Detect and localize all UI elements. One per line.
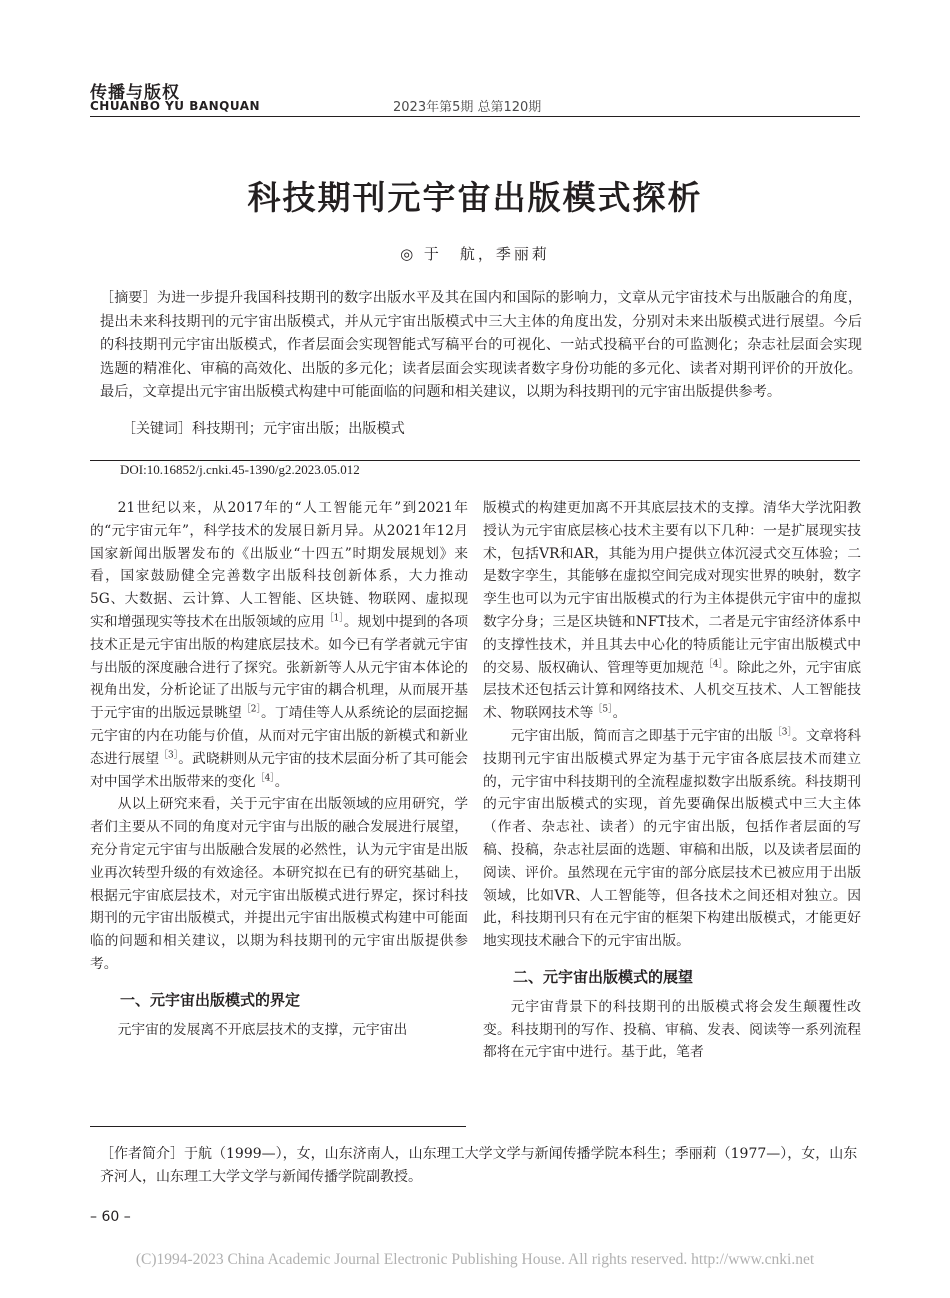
citation[interactable]: ［3］ xyxy=(159,750,179,761)
abstract-label: ［摘要］ xyxy=(100,290,157,306)
issue-info: 2023年第5期 总第120期 xyxy=(393,100,542,115)
footnote-text: 于航（1999—），女，山东济南人，山东理工大学文学与新闻传播学院本科生；季丽莉（1977—），女，山东齐河人，山东理工大学文学与新闻传播学院副教授。 xyxy=(100,1146,858,1185)
footnote-rule xyxy=(90,1126,466,1127)
paragraph: 从以上研究来看，关于元宇宙在出版领域的应用研究，学者们主要从不同的角度对元宇宙与出版的融合发展进行展望，充分肯定元宇宙与出版融合发展的必然性，认为元宇宙是出版业再次转型升级的有效途径。本研究拟在已有的研究基础上，根据元宇宙底层技术，对元宇宙出版模式进行界定，探讨科技期刊的元宇宙出版模式，并提出元宇宙出版模式构建中可能面临的问题和相关建议，以期为科技期刊的元宇宙出版提供参考。 xyxy=(90,796,468,972)
paragraph: 版模式的构建更加离不开其底层技术的支撑。清华大学沈阳教授认为元宇宙底层核心技术主要有以下几种：一是扩展现实技术，包括VR和AR，其能为用户提供立体沉浸式交互体验；二是数字孪生，其能够在虚拟空间完成对现实世界的映射，数字孪生也可以为元宇宙出版模式的行为主体提供元宇宙中的虚拟数字分身；三是区块链和NFT技术，二者是元宇宙经济体系中的支撑性技术，并且其去中心化的特质能让元宇宙出版模式中的交易、版权确认、管理等更加规范$^{[4]}$。除此之外，元宇宙底层技术还包括云计算和网络技术、人机交互技术、人工智能技术、物联网技术等$^{[5]}$。 xyxy=(483,500,861,722)
citation[interactable]: ［2］ xyxy=(241,704,262,715)
citation[interactable]: ［4］ xyxy=(703,658,724,669)
body-column-right xyxy=(483,497,861,1064)
citation[interactable]: ［5］ xyxy=(593,704,613,715)
paragraph: 21世纪以来，从2017年的“人工智能元年”到2021年的“元宇宙元年”，科学技术的发展日新月异。从2021年12月国家新闻出版署发布的《出版业“十四五”时期发展规划》来看，国家鼓励健全完善数字出版科技创新体系，大力推动5G、大数据、云计算、人工智能、区块链、物联网、虚拟现实和增强现实等技术在出版领域的应用$^{[1]}$。规划中提到的各项技术正是元宇宙出版的构建底层技术。如今已有学者就元宇宙与出版的深度融合进行了探究。张新新等人从元宇宙本体论的视角出发，分析论证了出版与元宇宙的耦合机理，从而展开基于元宇宙的出版远景眺望$^{[2]}$。丁靖佳等人从系统论的层面挖掘元宇宙的内在功能与价值，从而对元宇宙出版的新模式和新业态进行展望$^{[3]}$。武晓耕则从元宇宙的技术层面分析了其可能会对中国学术出版带来的变化$^{[4]}$。 xyxy=(90,500,469,790)
section-heading: 一、元宇宙出版模式的界定 xyxy=(120,990,301,1009)
footnote-label: ［作者简介］ xyxy=(100,1146,184,1162)
paragraph: 元宇宙背景下的科技期刊的出版模式将会发生颠覆性改变。科技期刊的写作、投稿、审稿、发表、阅读等一系列流程都将在元宇宙中进行。基于此，笔者 xyxy=(483,998,861,1061)
doi-rule xyxy=(90,460,860,461)
keywords-label: ［关键词］ xyxy=(122,421,192,437)
keywords xyxy=(122,418,405,438)
article-authors: ◎ 于 航，季丽莉 xyxy=(400,245,550,263)
paragraph: 元宇宙出版，简而言之即基于元宇宙的出版$^{[3]}$。文章将科技期刊元宇宙出版模式界定为基于元宇宙各底层技术而建立的，元宇宙中科技期刊的全流程虚拟数字出版系统。科技期刊的元宇宙出版模式的实现，首先要确保出版模式中三大主体（作者、杂志社、读者）的元宇宙出版，包括作者层面的写稿、投稿，杂志社层面的选题、审稿和出版，以及读者层面的阅读、评价。虽然现在元宇宙的部分底层技术已被应用于出版领域，比如VR、人工智能等，但各技术之间还相对独立。因此，科技期刊只有在元宇宙的框架下构建出版模式，才能更好地实现技术融合下的元宇宙出版。 xyxy=(483,727,862,950)
body-column-left xyxy=(90,497,468,1041)
citation[interactable]: ［4］ xyxy=(255,772,275,783)
copyright-watermark: (C)1994-2023 China Academic Journal Electronic Publishing House. All rights reserved. http://www.cnki.net xyxy=(135,1251,815,1268)
journal-name-en: CHUANBO YU BANQUAN xyxy=(90,99,261,113)
header-rule xyxy=(90,116,860,117)
doi: DOI:10.16852/j.cnki.45-1390/g2.2023.05.012 xyxy=(120,462,360,477)
section-heading: 二、元宇宙出版模式的展望 xyxy=(513,967,694,986)
citation[interactable]: ［1］ xyxy=(324,613,344,624)
paragraph: 元宇宙的发展离不开底层技术的支撑，元宇宙出 xyxy=(117,1021,408,1038)
page-number: – 60 – xyxy=(90,1209,131,1225)
abstract-text: 为进一步提升我国科技期刊的数字出版水平及其在国内和国际的影响力，文章从元宇宙技术与出版融合的角度，提出未来科技期刊的元宇宙出版模式，并从元宇宙出版模式中三大主体的角度出发，分别对未来出版模式进行展望。今后的科技期刊元宇宙出版模式，作者层面会实现智能式写稿平台的可视化、一站式投稿平台的可监测化；杂志社层面会实现选题的精准化、审稿的高效化、出版的多元化；读者层面会实现读者数字身份功能的多元化、读者对期刊评价的开放化。最后，文章提出元宇宙出版模式构建中可能面临的问题和相关建议，以期为科技期刊的元宇宙出版提供参考。 xyxy=(100,290,863,401)
journal-name-cn: 传播与版权 xyxy=(90,83,180,103)
keywords-text: 科技期刊；元宇宙出版；出版模式 xyxy=(192,421,405,437)
author-footnote xyxy=(100,1143,862,1189)
abstract xyxy=(100,287,862,405)
citation[interactable]: ［3］ xyxy=(772,727,793,738)
article-title: 科技期刊元宇宙出版模式探析 xyxy=(247,178,703,217)
